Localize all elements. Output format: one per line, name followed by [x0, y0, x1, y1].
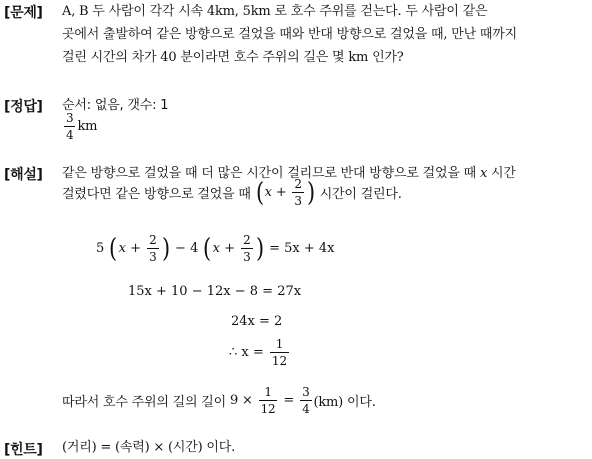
explanation-line-2: 걸렸다면 같은 방향으로 걸었을 때 (x + $\frac{2}{3}$ ) 시간이 걸린다.: [62, 177, 402, 208]
equation-4: ∴ x = $\frac{1}{12}$: [229, 337, 288, 368]
answer-unit: km: [77, 119, 98, 134]
problem-label: [문제]: [4, 5, 43, 21]
problem-line-2: 곳에서 출발하여 같은 방향으로 걸었을 때와 반대 방향으로 걸었을 때, 만난 때까지: [62, 27, 518, 42]
hint-text: (거리) = (속력) × (시간) 이다.: [62, 440, 236, 455]
explanation-line-1: 같은 방향으로 걸었을 때 더 많은 시간이 걸리므로 반대 방향으로 걸었을 때 x 시간: [62, 166, 516, 181]
conclusion-line: 따라서 호수 주위의 길의 길이 9 × $\frac{1}{12}$ = $\frac{3}{4}$ (km) 이다.: [62, 385, 376, 416]
problem-text: [62, 0, 517, 69]
equation-1: 5 (x + $\frac{2}{3}$ ) − 4 (x + $\frac{2}{3}$ ) = 5x + 4x: [96, 233, 335, 264]
answer-value: [62, 112, 97, 141]
equation-2: 15x + 10 − 12x − 8 = 27x: [128, 284, 302, 299]
answer-order: 순서: 없음, 갯수: 1: [62, 98, 169, 113]
explanation-label: [해설]: [4, 167, 43, 183]
hint-label: [힌트]: [4, 442, 43, 458]
answer-label: [정답]: [4, 99, 43, 115]
answer-fraction: $\frac{3}{4}$: [66, 111, 74, 142]
problem-line-3: 걸린 시간의 차가 40 분이라면 호수 주위의 길은 몇 km 인가?: [62, 50, 404, 65]
expr-fraction: $\frac{2}{3}$: [294, 177, 302, 208]
equation-3: 24x = 2: [231, 314, 283, 329]
problem-line-1: A, B 두 사람이 각각 시속 4km, 5km 로 호수 주위를 걷는다. 두 사람이 같은: [62, 4, 488, 19]
